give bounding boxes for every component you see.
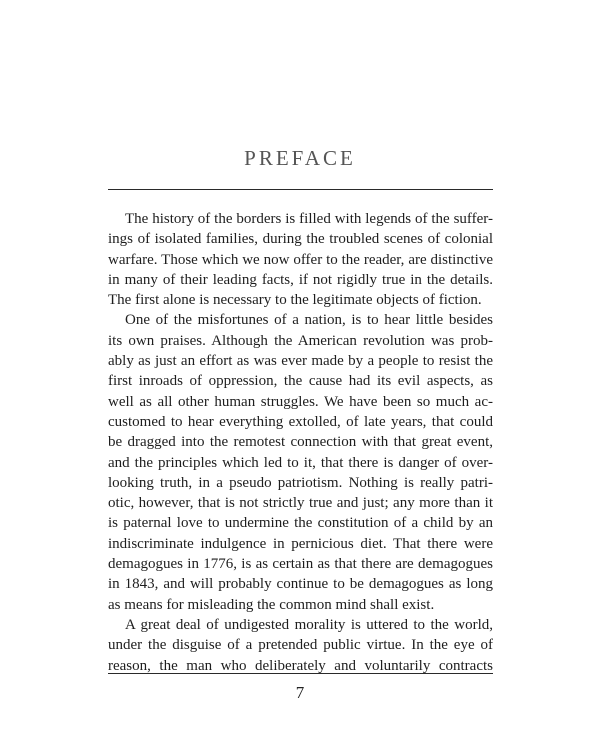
top-rule xyxy=(108,189,493,190)
text-line: ably as just an effort as was ever made by a people to resist the xyxy=(108,353,493,370)
text-line: in many of their leading facts, if not rigidly true in the details. xyxy=(108,271,493,288)
text-line: and the principles which led to it, that there is danger of over- xyxy=(108,454,493,471)
page-number: 7 xyxy=(295,683,305,702)
text-line: be dragged into the remotest connection with that great event, xyxy=(108,434,493,451)
text-line: is paternal love to undermine the constitution of a child by an xyxy=(108,515,493,532)
text-line: first inroads of oppression, the cause had its evil aspects, as xyxy=(108,373,493,390)
text-line: ings of isolated families, during the troubled scenes of colonial xyxy=(108,231,493,248)
bottom-rule xyxy=(108,673,493,674)
text-line: as means for misleading the common mind shall exist. xyxy=(108,596,435,613)
body-text xyxy=(108,209,493,676)
text-line: otic, however, that is not strictly true and just; any more than it xyxy=(108,495,493,512)
text-line: its own praises. Although the American revolution was prob- xyxy=(108,332,493,349)
text-line: demagogues in 1776, is as certain as that there are demagogues xyxy=(108,556,493,573)
text-line: looking truth, in a pseudo patriotism. Nothing is really patri- xyxy=(108,474,493,491)
text-line: warfare. Those which we now offer to the reader, are distinctive xyxy=(108,251,493,268)
text-line: customed to hear everything extolled, of late years, that could xyxy=(108,413,493,430)
text-line: A great deal of undigested morality is uttered to the world, xyxy=(125,616,493,633)
text-line: well as all other human struggles. We have been so much ac- xyxy=(108,393,493,410)
text-line: under the disguise of a pretended public virtue. In the eye of xyxy=(108,637,493,654)
text-line: The first alone is necessary to the legitimate objects of fiction. xyxy=(108,292,482,309)
text-line: indiscriminate indulgence in pernicious diet. That there were xyxy=(108,535,493,552)
chapter-heading: PREFACE xyxy=(244,146,356,170)
text-line: The history of the borders is filled with legends of the suffer- xyxy=(125,211,493,227)
text-line: reason, the man who deliberately and voluntarily contracts xyxy=(108,657,493,674)
text-line: One of the misfortunes of a nation, is to hear little besides xyxy=(125,312,493,329)
text-line: in 1843, and will probably continue to be demagogues as long xyxy=(108,576,493,593)
